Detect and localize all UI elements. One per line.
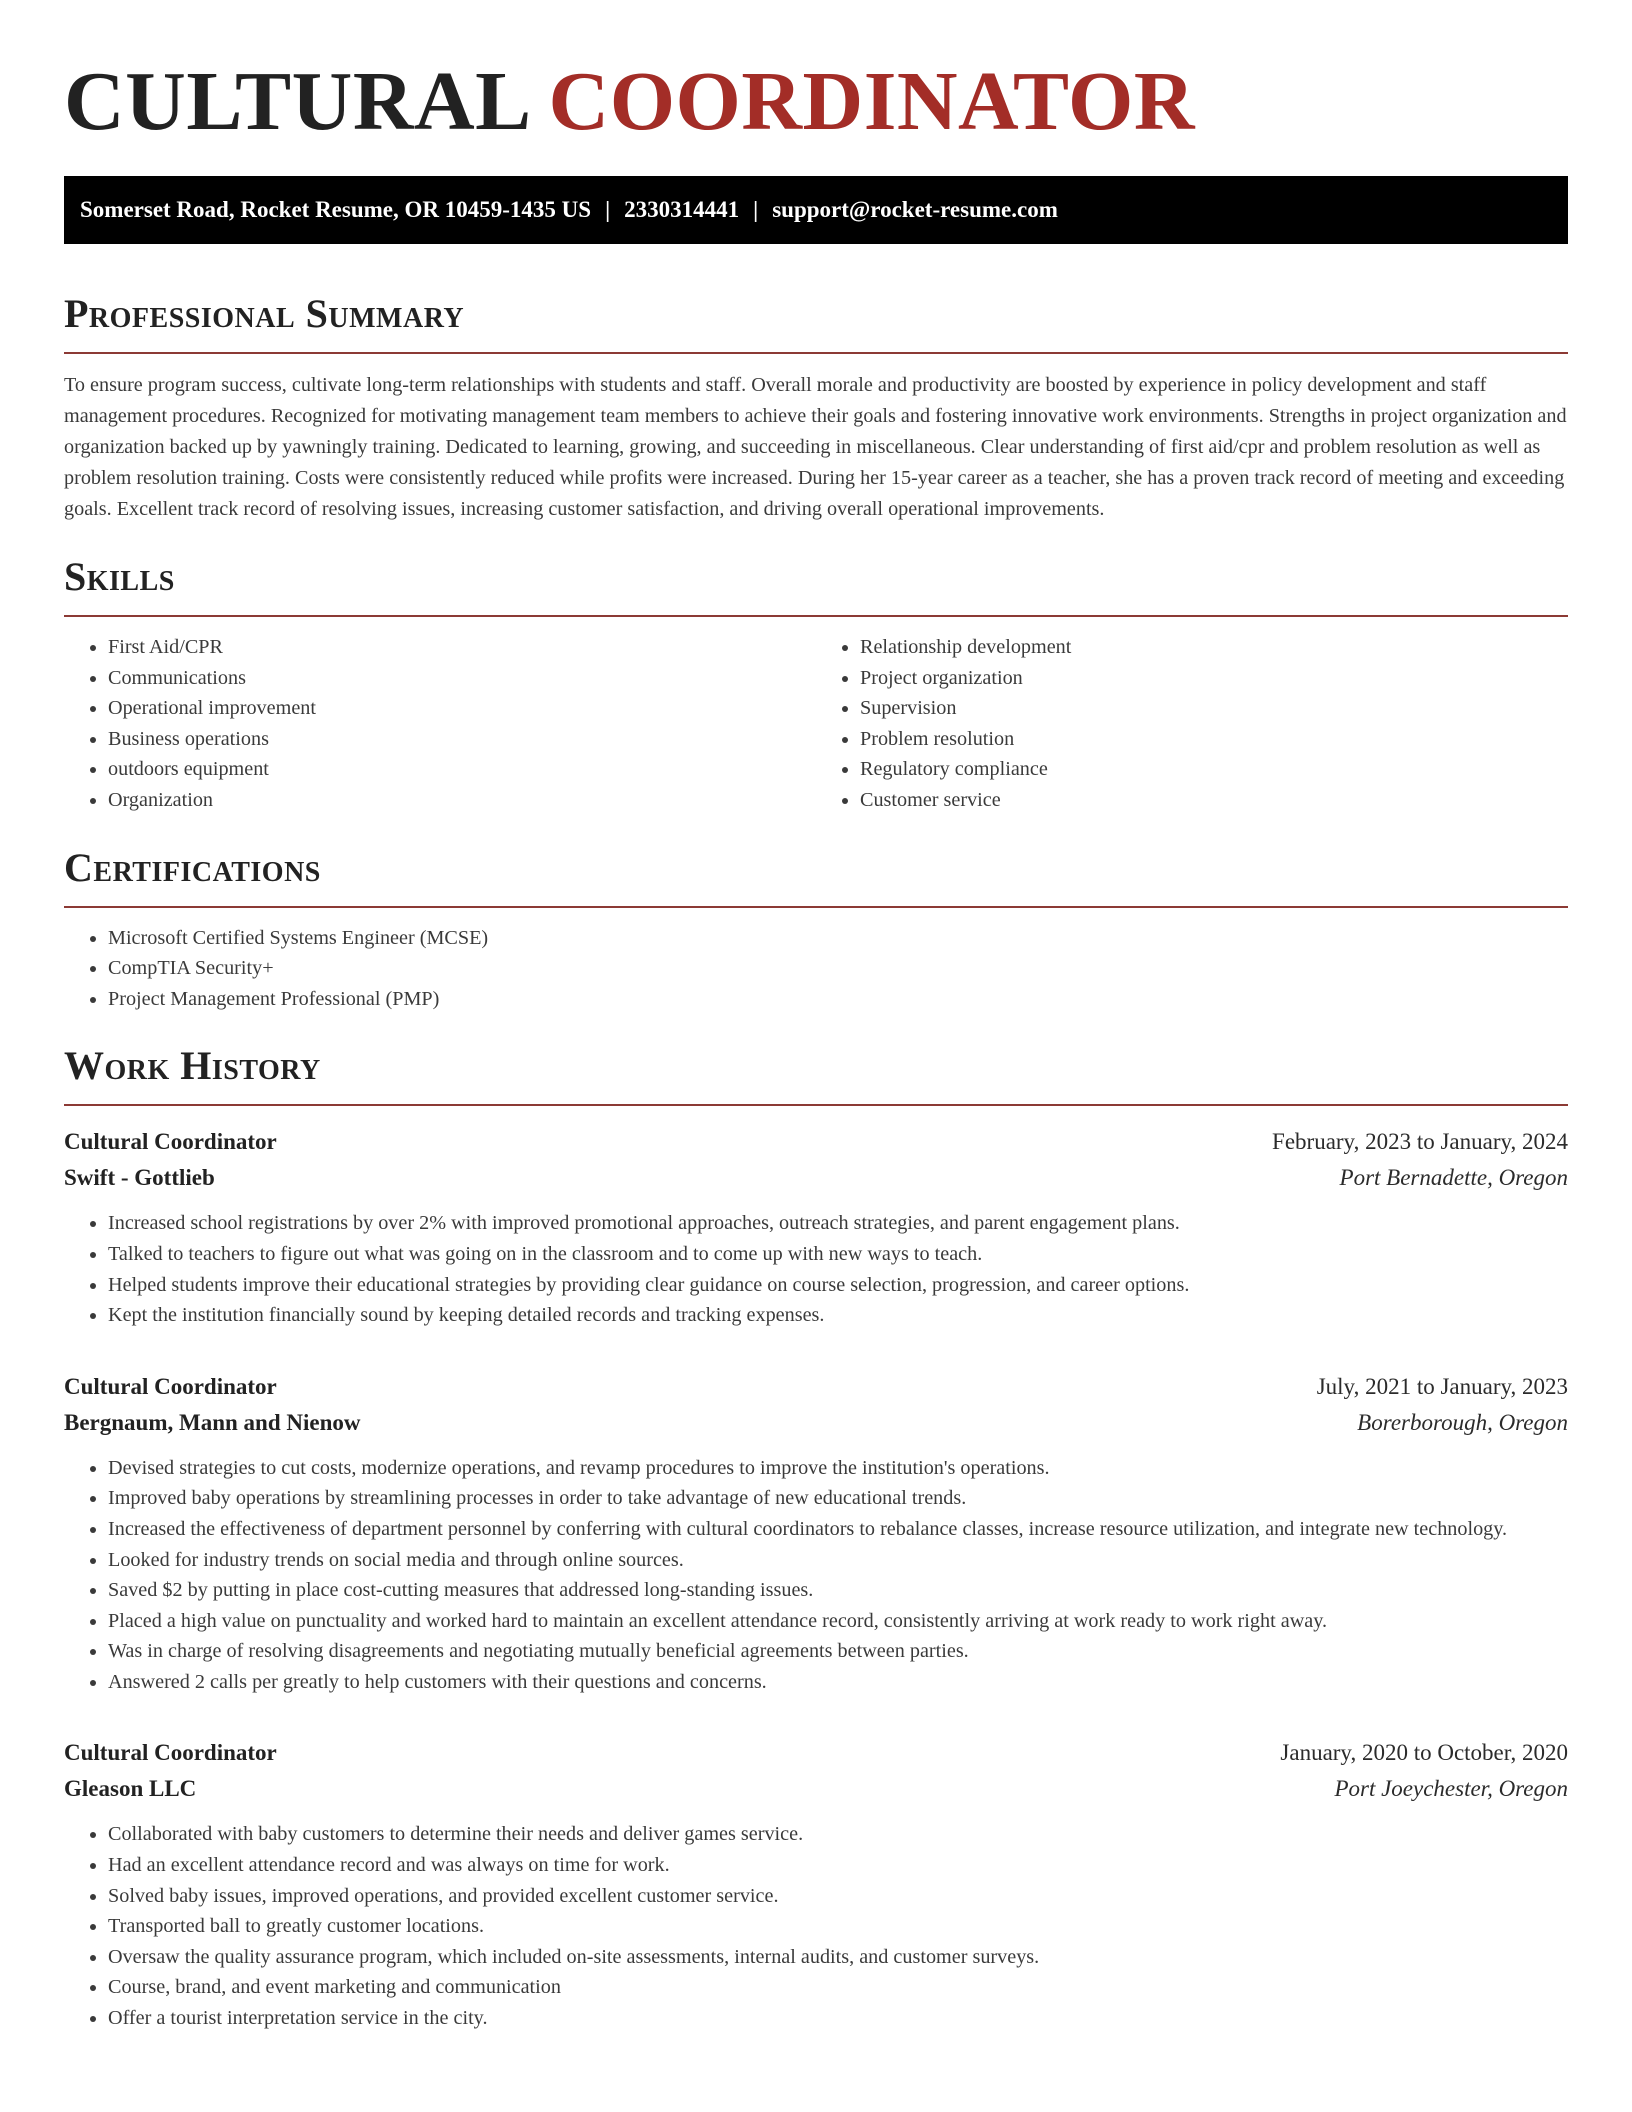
job-dates: July, 2021 to January, 2023 [1316,1373,1568,1399]
resume-title [64,0,1568,148]
job-duty-item: • Saved $2 by putting in place cost-cutting measures that addressed long-standing issues. [108,1575,1568,1606]
job-duty-item: • Transported ball to greatly customer locations. [108,1911,1568,1942]
section-heading-summary: Professional Summary [64,291,465,336]
title-part-1: CULTURAL [64,55,528,148]
skills-column-right [816,632,1568,816]
job-header-row [64,1735,1568,1771]
work-history-section [64,1042,1568,2033]
job-location: Port Bernadette, Oregon [1339,1165,1568,1191]
job-duty-item: • Had an excellent attendance record and was always on time for work. [108,1850,1568,1881]
job-header-row [64,1369,1568,1405]
job-duty-item: • Increased school registrations by over 2% with improved promotional approaches, outreach strategies, and parent engagement plans. [108,1208,1568,1239]
job-title: Cultural Coordinator [64,1129,277,1155]
certification-item: • Microsoft Certified Systems Engineer (MCSE) [108,923,1568,954]
skill-item: • Problem resolution [860,724,1568,755]
job-company-row [64,1771,1568,1807]
job-entry [64,1124,1568,1330]
job-duty-item: • Oversaw the quality assurance program, which included on-site assessments, internal audits, and customer surveys. [108,1942,1568,1973]
job-company-row [64,1405,1568,1441]
skills-section [64,553,1568,816]
skill-item: • Operational improvement [108,693,816,724]
contact-bar [64,176,1568,244]
job-duty-item: • Collaborated with baby customers to determine their needs and deliver games service. [108,1819,1568,1850]
job-duty-item: • Improved baby operations by streamlining processes in order to take advantage of new educational trends. [108,1483,1568,1514]
contact-email: support@rocket-resume.com [772,197,1058,222]
contact-separator: | [605,197,611,222]
job-entry [64,1735,1568,2033]
job-duty-item: • Devised strategies to cut costs, modernize operations, and revamp procedures to improve the institution's operations. [108,1453,1568,1484]
job-header-row [64,1124,1568,1160]
skill-item: • First Aid/CPR [108,632,816,663]
skill-item: • Communications [108,663,816,694]
job-duty-item: • Solved baby issues, improved operations, and provided excellent customer service. [108,1881,1568,1912]
skill-item: • Supervision [860,693,1568,724]
skill-item: • Business operations [108,724,816,755]
section-divider [64,615,1568,617]
job-company: Gleason LLC [64,1776,197,1802]
certification-item: • CompTIA Security+ [108,953,1568,984]
skill-item: • Customer service [860,785,1568,816]
skill-item: • Project organization [860,663,1568,694]
summary-text: To ensure program success, cultivate long-term relationships with students and staff. Overall morale and productivity are boosted by experience in policy development and staff management procedures. Recognized for motivating management team members to achieve their goals and fostering innovative work environments. Strengths in project organization and organization backed up by yawningly training. Dedicated to learning, growing, and succeeding in miscellaneous. Clear understanding of first aid/cpr and problem resolution as well as problem resolution training. Costs were consistently reduced while profits were increased. During her 15-year career as a teacher, she has a proven track record of meeting and exceeding goals. Excellent track record of resolving issues, increasing customer satisfaction, and driving overall operational improvements. [64,374,1567,520]
job-company: Bergnaum, Mann and Nienow [64,1409,361,1435]
skill-item: • outdoors equipment [108,754,816,785]
job-duty-item: • Course, brand, and event marketing and communication [108,1972,1568,2003]
job-duty-item: • Kept the institution financially sound by keeping detailed records and tracking expenses. [108,1300,1568,1331]
skills-columns [64,632,1568,816]
section-heading-certifications: Certifications [64,844,321,890]
section-divider [64,906,1568,908]
job-duty-item: • Offer a tourist interpretation service in the city. [108,2003,1568,2034]
job-duty-item: • Talked to teachers to figure out what was going on in the classroom and to come up with new ways to teach. [108,1239,1568,1270]
skills-list-right [816,632,1568,816]
section-heading-work-history: Work History [64,1043,321,1089]
job-duty-item: • Increased the effectiveness of department personnel by conferring with cultural coordinators to rebalance classes, increase resource utilization, and integrate new technology. [108,1514,1568,1545]
professional-summary-section [64,290,1568,525]
job-title: Cultural Coordinator [64,1373,277,1399]
job-duty-item: • Looked for industry trends on social media and through online sources. [108,1545,1568,1576]
job-duty-item: • Helped students improve their educational strategies by providing clear guidance on course selection, progression, and career options. [108,1270,1568,1301]
contact-phone: 2330314441 [624,197,740,222]
job-company-row [64,1160,1568,1196]
job-duty-item: • Was in charge of resolving disagreements and negotiating mutually beneficial agreements between parties. [108,1636,1568,1667]
job-dates: January, 2020 to October, 2020 [1280,1740,1568,1766]
job-duties-list [64,1453,1568,1698]
job-dates: February, 2023 to January, 2024 [1272,1129,1568,1155]
skills-column-left [64,632,816,816]
job-duty-item: • Placed a high value on punctuality and worked hard to maintain an excellent attendance record, consistently arriving at work ready to work right away. [108,1606,1568,1637]
certifications-list [64,923,1568,1015]
job-location: Borerborough, Oregon [1357,1409,1568,1435]
skill-item: • Relationship development [860,632,1568,663]
title-part-2: COORDINATOR [548,55,1195,148]
contact-address: Somerset Road, Rocket Resume, OR 10459-1435 US [80,197,592,222]
section-heading-skills: Skills [64,554,175,599]
section-divider [64,1104,1568,1106]
certifications-section [64,844,1568,1015]
contact-separator: | [753,197,759,222]
job-duties-list [64,1819,1568,2033]
job-duties-list [64,1208,1568,1330]
job-entry [64,1369,1568,1698]
certification-item: • Project Management Professional (PMP) [108,984,1568,1015]
job-title: Cultural Coordinator [64,1740,277,1766]
job-company: Swift - Gottlieb [64,1165,215,1191]
skill-item: • Regulatory compliance [860,754,1568,785]
job-location: Port Joeychester, Oregon [1334,1776,1568,1802]
section-divider [64,352,1568,354]
job-duty-item: • Answered 2 calls per greatly to help customers with their questions and concerns. [108,1667,1568,1698]
skills-list-left [64,632,816,816]
skill-item: • Organization [108,785,816,816]
